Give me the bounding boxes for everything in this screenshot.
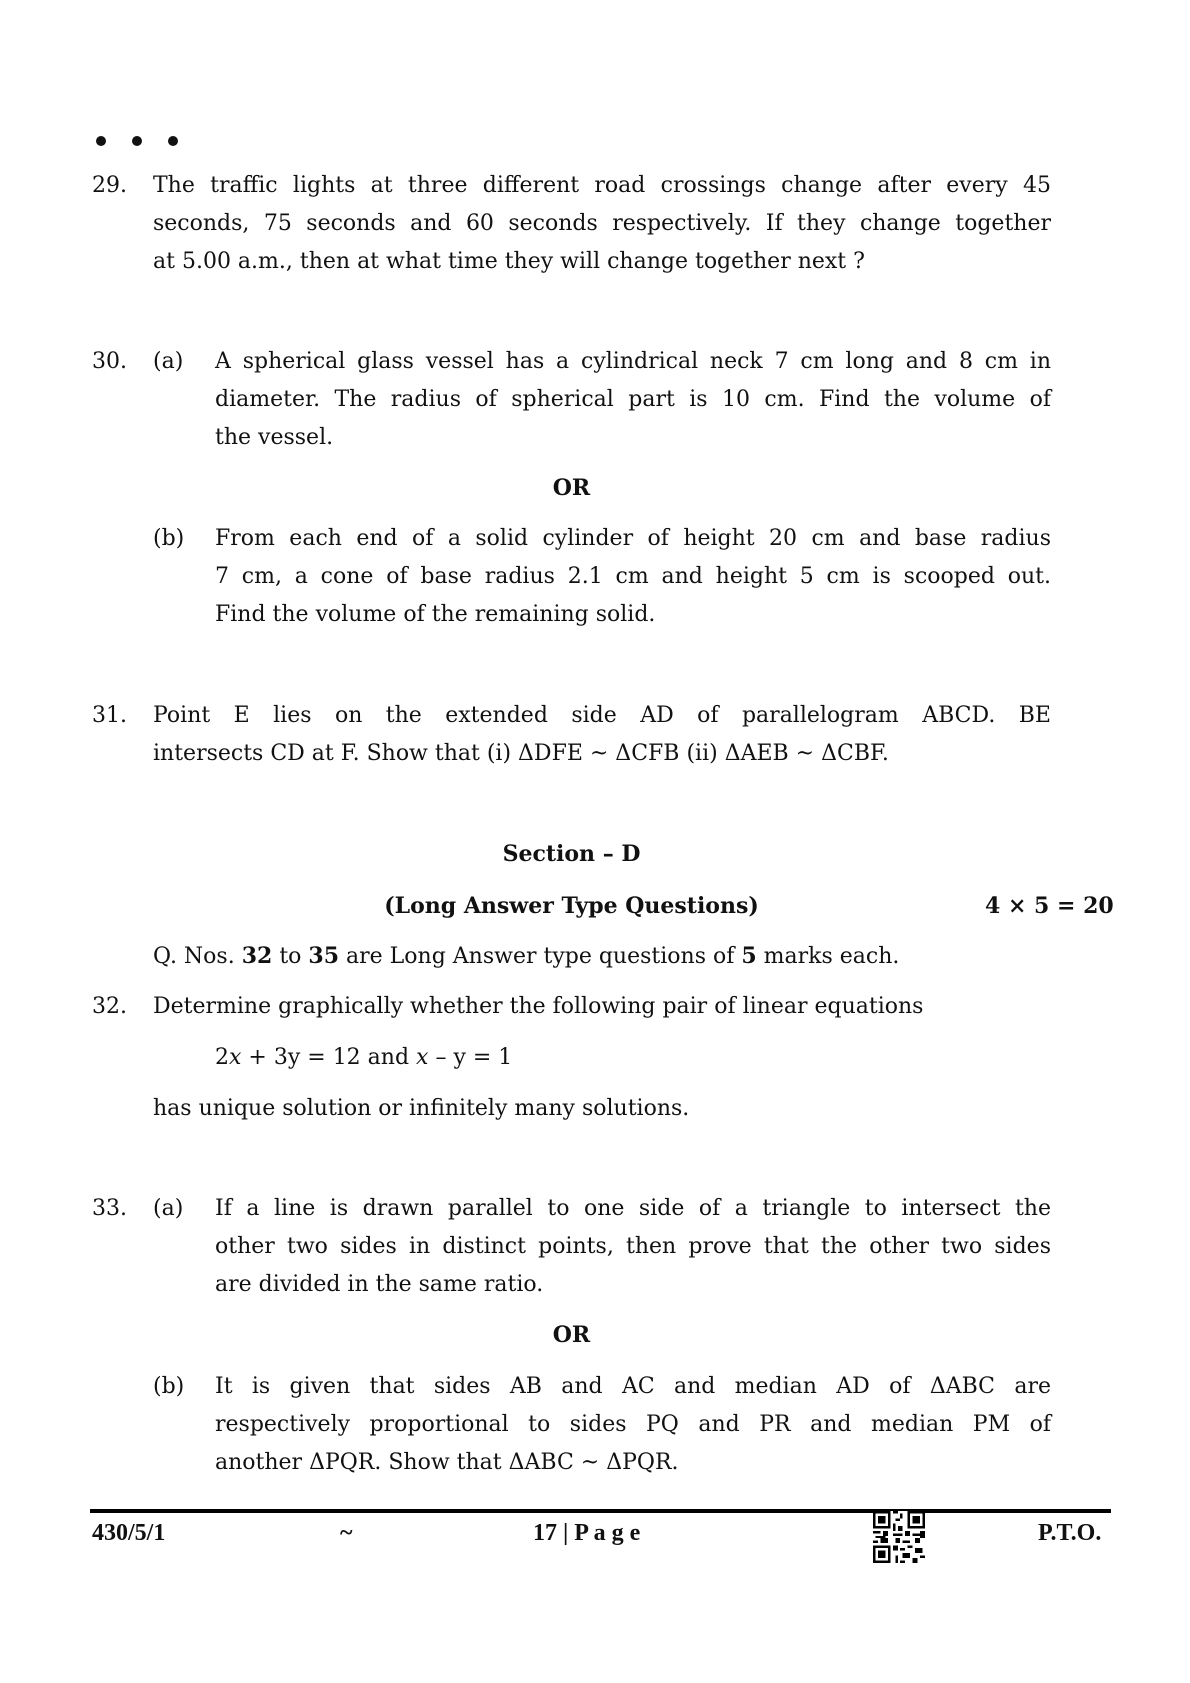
q32-line: Determine graphically whether the following pair of linear equations — [153, 994, 924, 1019]
q33a-line: If a line is drawn parallel to one side of a triangle to intersect the — [215, 1196, 1051, 1221]
q29-line: The traffic lights at three different road crossings change after every 45 — [153, 173, 1051, 198]
instr-bold: 35 — [308, 943, 340, 969]
q33b-line: another ΔPQR. Show that ΔABC ~ ΔPQR. — [215, 1450, 679, 1475]
q32-equation — [215, 1039, 1051, 1077]
instr-bold: 32 — [241, 943, 273, 969]
instr-text: to — [272, 944, 309, 969]
instr-bold: 5 — [741, 943, 757, 969]
question-number: 30. — [92, 349, 127, 374]
eq-text: 2 — [215, 1045, 229, 1070]
q30b-line: Find the volume of the remaining solid. — [215, 602, 656, 627]
qr-code-icon — [873, 1511, 925, 1563]
q33b-line: It is given that sides AB and AC and median AD of ΔABC are — [215, 1374, 1051, 1399]
q30a-line: diameter. The radius of spherical part is 10 cm. Find the volume of — [215, 387, 1051, 412]
question-number: 32. — [92, 994, 127, 1019]
q29-line: seconds, 75 seconds and 60 seconds respectively. If they change together — [153, 211, 1051, 236]
instr-text: marks each. — [756, 944, 900, 969]
question-number: 31. — [92, 703, 127, 728]
part-label: (b) — [153, 1374, 185, 1399]
section-subtitle: (Long Answer Type Questions) — [384, 893, 759, 919]
eq-var: x — [229, 1045, 242, 1070]
q33b-line: respectively proportional to sides PQ and PR and median PM of — [215, 1412, 1051, 1437]
eq-text: – y = 1 — [428, 1045, 513, 1070]
q29-line: at 5.00 a.m., then at what time they will change together next ? — [153, 249, 865, 274]
q30a-line: the vessel. — [215, 425, 334, 450]
instr-text: are Long Answer type questions of — [339, 944, 742, 969]
question-number: 33. — [92, 1196, 127, 1221]
eq-text: + 3y = 12 and — [241, 1045, 417, 1070]
tilde-mark: ~ — [340, 1520, 353, 1546]
section-instructions — [153, 937, 1051, 976]
q32-line: has unique solution or infinitely many solutions. — [153, 1096, 690, 1121]
page-number: 17 | P a g e — [533, 1520, 641, 1546]
part-label: (b) — [153, 526, 185, 551]
or-separator: OR — [552, 1322, 591, 1348]
q31-line: Point E lies on the extended side AD of parallelogram ABCD. BE — [153, 703, 1051, 728]
q33a-line: are divided in the same ratio. — [215, 1272, 544, 1297]
q31-line: intersects CD at F. Show that (i) ΔDFE ~ ΔCFB (ii) ΔAEB ~ ΔCBF. — [153, 741, 889, 766]
footer-rule — [90, 1509, 1111, 1513]
section-title: Section – D — [502, 841, 641, 867]
paper-code: 430/5/1 — [92, 1520, 166, 1546]
instr-text: Q. Nos. — [153, 944, 242, 969]
section-marks: 4 × 5 = 20 — [985, 893, 1114, 919]
or-separator: OR — [552, 475, 591, 501]
question-number: 29. — [92, 173, 127, 198]
q33a-line: other two sides in distinct points, then prove that the other two sides — [215, 1234, 1051, 1259]
dot — [132, 136, 142, 146]
q30a-line: A spherical glass vessel has a cylindrical neck 7 cm long and 8 cm in — [215, 349, 1051, 374]
three-dots-decoration — [96, 136, 178, 146]
part-label: (a) — [153, 1196, 184, 1221]
dot — [168, 136, 178, 146]
q30b-line: From each end of a solid cylinder of height 20 cm and base radius — [215, 526, 1051, 551]
eq-var: x — [416, 1045, 429, 1070]
part-label: (a) — [153, 349, 184, 374]
pto-label: P.T.O. — [1038, 1520, 1102, 1546]
q30b-line: 7 cm, a cone of base radius 2.1 cm and height 5 cm is scooped out. — [215, 564, 1051, 589]
dot — [96, 136, 106, 146]
